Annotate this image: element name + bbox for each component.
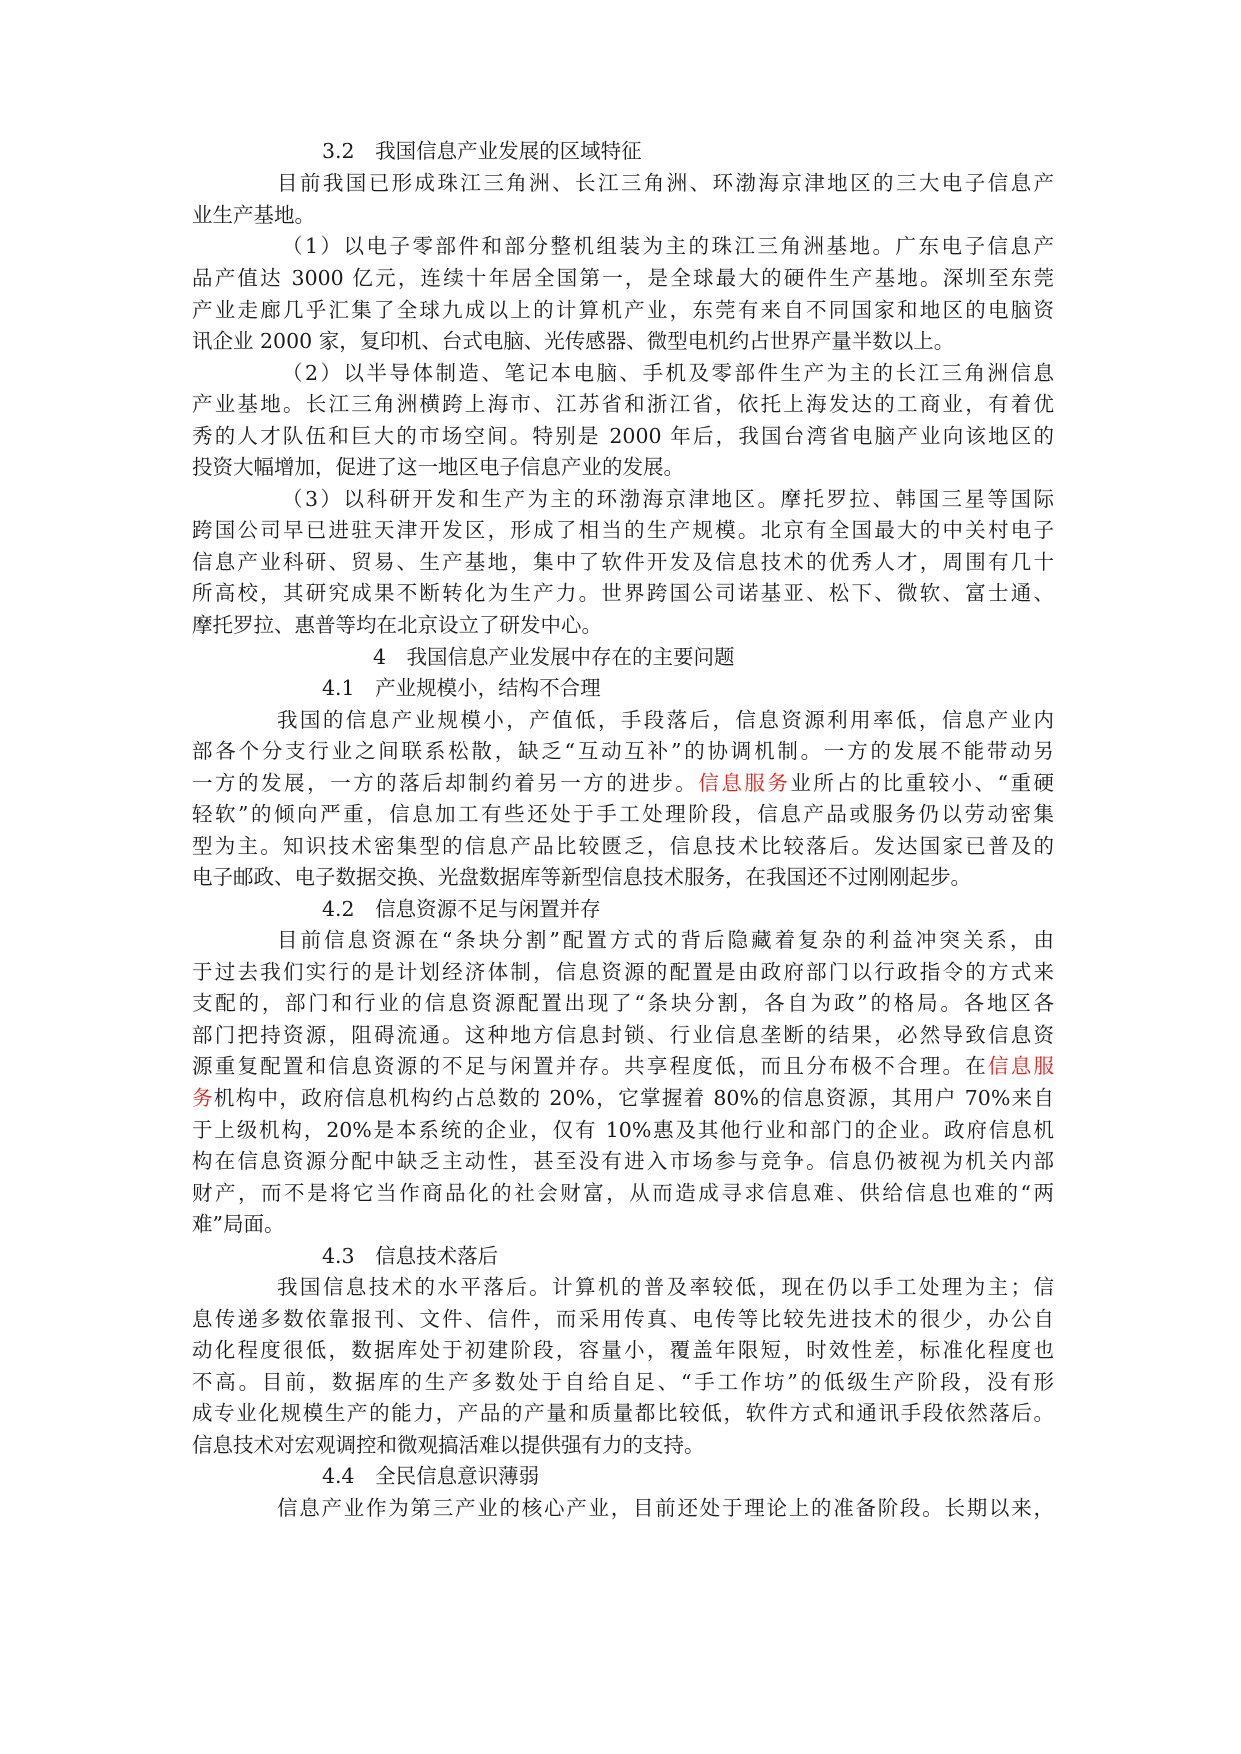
text-run: 我国的信息产业规模小，产值低，手段落后，信息资源利用率低，信息产业内	[277, 708, 1054, 732]
paragraph-line	[192, 386, 1054, 422]
highlight-link[interactable]: 务	[192, 1086, 214, 1110]
paragraph-line	[192, 260, 1054, 296]
paragraph-line	[192, 859, 1054, 895]
text-run: 信息产业科研、贸易、生产基地，集中了软件开发及信息技术的优秀人才，周围有几十	[192, 550, 1054, 574]
text-run: 4 我国信息产业发展中存在的主要问题	[373, 645, 735, 669]
text-run: 部门把持资源，阻碍流通。这种地方信息封锁、行业信息垄断的结果，必然导致信息资	[192, 1023, 1054, 1047]
text-run: 不高。目前，数据库的生产多数处于自给自足、“手工作坊”的低级生产阶段，没有形	[192, 1370, 1054, 1394]
paragraph-line	[277, 1490, 1054, 1526]
text-run: 支配的，部门和行业的信息资源配置出现了“条块分割，各自为政”的格局。各地区各	[192, 991, 1054, 1015]
paragraph-line	[192, 1143, 1054, 1179]
text-run: （1）以电子零部件和部分整机组装为主的珠江三角洲基地。广东电子信息产	[282, 234, 1054, 258]
section-heading-4-1	[322, 670, 1022, 706]
text-run: 业生产基地。	[192, 203, 315, 227]
text-run: 息传递多数依靠报刊、文件、信件，而采用传真、电传等比较先进技术的很少，办公自	[192, 1307, 1054, 1331]
text-run: 财产，而不是将它当作商品化的社会财富，从而造成寻求信息难、供给信息也难的“两	[192, 1181, 1054, 1205]
paragraph-line	[192, 1080, 1054, 1116]
paragraph-line	[192, 575, 1054, 611]
text-run: 部各个分支行业之间联系松散，缺乏“互动互补”的协调机制。一方的发展不能带动另	[192, 739, 1054, 763]
paragraph-line	[192, 796, 1054, 832]
text-run: 4.4 全民信息意识薄弱	[322, 1464, 540, 1488]
paragraph-line	[192, 985, 1054, 1021]
text-run: 4.2 信息资源不足与闲置并存	[322, 897, 601, 921]
highlight-link[interactable]: 信息服	[988, 1054, 1054, 1078]
text-run: 于过去我们实行的是计划经济体制，信息资源的配置是由政府部门以行政指令的方式来	[192, 960, 1054, 984]
paragraph-line	[277, 922, 1054, 958]
text-run: 4.1 产业规模小，结构不合理	[322, 676, 601, 700]
text-run: 所高校，其研究成果不断转化为生产力。世界跨国公司诺基亚、松下、微软、富士通、	[192, 581, 1054, 605]
text-run: 构在信息资源分配中缺乏主动性，甚至没有进入市场参与竞争。信息仍被视为机关内部	[192, 1149, 1054, 1173]
text-run: 投资大幅增加，促进了这一地区电子信息产业的发展。	[192, 455, 684, 479]
text-run: 信息技术对宏观调控和微观搞活难以提供强有力的支持。	[192, 1433, 705, 1457]
paragraph-line	[277, 1269, 1054, 1305]
text-run: 源重复配置和信息资源的不足与闲置并存。共享程度低，而且分布极不合理。在	[192, 1054, 989, 1078]
paragraph-line	[192, 1048, 1054, 1084]
text-run: 动化程度很低，数据库处于初建阶段，容量小，覆盖年限短，时效性差，标准化程度也	[192, 1338, 1054, 1362]
text-run: 信息产业作为第三产业的核心产业，目前还处于理论上的准备阶段。长期以来，	[277, 1496, 1054, 1520]
text-run: 产业基地。长江三角洲横跨上海市、江苏省和浙江省，依托上海发达的工商业，有着优	[192, 392, 1054, 416]
paragraph-line	[192, 449, 1054, 485]
text-run: 跨国公司早已进驻天津开发区，形成了相当的生产规模。北京有全国最大的中关村电子	[192, 518, 1054, 542]
text-run: 业所占的比重较小、“重硬	[790, 771, 1054, 795]
text-run: 难”局面。	[192, 1212, 285, 1236]
text-run: 机构中，政府信息机构约占总数的 20%，它掌握着 80%的信息资源，其用户 70%来自	[213, 1086, 1054, 1110]
text-run: 4.3 信息技术落后	[322, 1244, 499, 1268]
paragraph-line	[192, 1206, 1054, 1242]
paragraph-line	[192, 323, 1054, 359]
paragraph-line	[277, 165, 1054, 201]
text-run: 目前信息资源在“条块分割”配置方式的背后隐藏着复杂的利益冲突关系，由	[277, 928, 1054, 952]
text-run: 摩托罗拉、惠普等均在北京设立了研发中心。	[192, 613, 602, 637]
paragraph-line	[192, 1332, 1054, 1368]
list-item-1-line	[282, 228, 1054, 264]
text-run: 电子邮政、电子数据交换、光盘数据库等新型信息技术服务，在我国还不过刚刚起步。	[192, 865, 971, 889]
highlight-link[interactable]: 信息服务	[698, 771, 791, 795]
text-run: 于上级机构，20%是本系统的企业，仅有 10%惠及其他行业和部门的企业。政府信息机	[192, 1118, 1054, 1142]
text-run: 3.2 我国信息产业发展的区域特征	[322, 139, 642, 163]
text-run: 一方的发展，一方的落后却制约着另一方的进步。	[192, 771, 699, 795]
text-run: 目前我国已形成珠江三角洲、长江三角洲、环渤海京津地区的三大电子信息产	[277, 171, 1054, 195]
paragraph-line	[192, 512, 1054, 548]
text-run: 我国信息技术的水平落后。计算机的普及率较低，现在仍以手工处理为主；信	[277, 1275, 1054, 1299]
text-run: （2）以半导体制造、笔记本电脑、手机及零部件生产为主的长江三角洲信息	[282, 361, 1054, 385]
text-run: 轻软”的倾向严重，信息加工有些还处于手工处理阶段，信息产品或服务仍以劳动密集	[192, 802, 1054, 826]
paragraph-line	[192, 733, 1054, 769]
text-run: 秀的人才队伍和巨大的市场空间。特别是 2000 年后，我国台湾省电脑产业向该地区的	[192, 424, 1054, 448]
text-run: 讯企业 2000 家，复印机、台式电脑、光传感器、微型电机约占世界产量半数以上。	[192, 329, 955, 353]
text-run: 成专业化规模生产的能力，产品的产量和质量都比较低，软件方式和通讯手段依然落后。	[192, 1401, 1054, 1425]
text-run: 产业走廊几乎汇集了全球九成以上的计算机产业，东莞有来自不同国家和地区的电脑资	[192, 298, 1054, 322]
text-run: 型为主。知识技术密集型的信息产品比较匮乏，信息技术比较落后。发达国家已普及的	[192, 834, 1054, 858]
text-run: （3）以科研开发和生产为主的环渤海京津地区。摩托罗拉、韩国三星等国际	[282, 487, 1054, 511]
paragraph-line	[192, 1395, 1054, 1431]
text-run: 品产值达 3000 亿元，连续十年居全国第一，是全球最大的硬件生产基地。深圳至东莞	[192, 266, 1054, 290]
section-heading-3-2	[322, 133, 1022, 169]
section-heading-4-4	[322, 1458, 1022, 1494]
paragraph-line	[192, 607, 1054, 643]
